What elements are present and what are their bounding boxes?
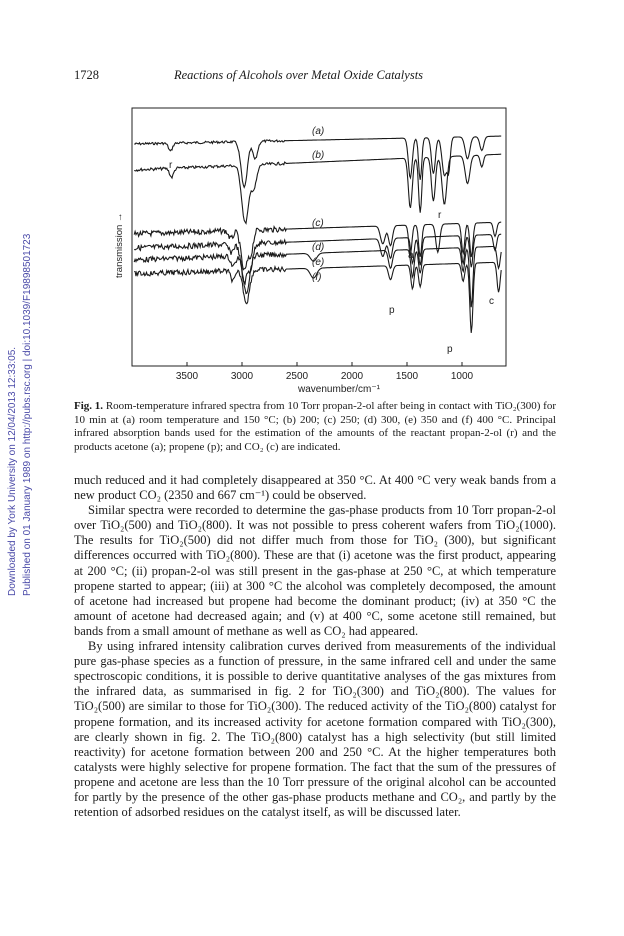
x-tick-label: 2500 [285,371,309,382]
series-label: (e) [312,257,325,268]
band-annotation: r [169,160,173,171]
band-annotation: a [408,250,414,261]
band-annotation: c [489,296,494,307]
ir-spectra-chart [98,98,534,396]
x-tick-label: 2000 [340,371,364,382]
spectrum-b [134,154,501,223]
band-annotation: p [447,344,453,355]
paragraph-3: By using infrared intensity calibration curves derived from measurements of the individual pure gas-phase species as a function of pressure, in the same infrared cell and under the same spectroscopic conditions, it is possible to derive quantitative analyses of the gas mixtures from the infrared data, as summarised in fig. 2 for TiO₂(300) and TiO₂(800). The values for TiO₂(500) are similar to those for TiO₂(300). The reduced activity of the TiO₂(800) catalyst for propene formation, and its increased activity for acetone formation compared with TiO₂(300), are clearly shown in fig. 2. The TiO₂(800) catalyst has a high selectivity (but still limited reactivity) for acetone formation between 200 and 250 °C. At the higher temperatures both catalysts were highly selective for propene formation. The fact that the sum of the pressures of propene and acetone are less than the 10 Torr pressure of the original alcohol can be accounted for partly by the presence of the other gas-phase products methane and CO₂, and partly by the retention of adsorbed residues on the catalyst itself, as will be discussed later. [74,639,556,820]
plot-frame [132,108,506,366]
sidebar-download-line[interactable]: Downloaded by York University on 12/04/2013 12:33:05. [7,346,18,596]
series-label: (f) [312,272,322,283]
x-tick-label: 3500 [175,371,199,382]
band-annotation: p [389,305,395,316]
paragraph-2: Similar spectra were recorded to determine the gas-phase products from 10 Torr propan-2-ol over TiO₂(500) and TiO₂(800). It was not possible to press coherent wafers from TiO₂(1000). The results for TiO₂(500) did not differ much from those for TiO₂ (300), but significant differences occurred with TiO₂(800). These are that (i) acetone was the first product, appearing at 200 °C; (ii) propan-2-ol was still present in the gas-phase at 250 °C, at which temperature propene started to appear; (iii) at 300 °C the alcohol was completely decomposed, the amount of acetone had increased but propene had become the dominant product; (iv) at 350 °C the amount of acetone had decreased again; and (v) at 400 °C, some acetone still remained, but bands from a small amount of methane as well as CO₂ had appeared. [74,503,556,638]
x-axis-label: wavenumber/cm⁻¹ [298,384,380,395]
page-header [74,68,554,86]
paragraph-1: much reduced and it had completely disappeared at 350 °C. At 400 °C very weak bands from a new product CO₂ (2350 and 667 cm⁻¹) could be observed. [74,473,556,503]
series-label: (c) [312,218,324,229]
series-label: (a) [312,126,325,137]
ir-spectra-figure [98,98,534,396]
x-tick-label: 1500 [395,371,419,382]
figure-caption [74,400,556,454]
series-label: (b) [312,150,325,161]
x-tick-label: 1000 [450,371,474,382]
y-axis-label: transmission → [114,212,125,278]
page-number: 1728 [74,68,99,82]
sidebar-doi-line[interactable]: Published on 01 January 1989 on http://pubs.rsc.org | doi:10.1039/F19898501723 [22,233,33,596]
caption-text: Room-temperature infrared spectra from 10 Torr propan-2-ol after being in contact with TiO₂(300) for 10 min at (a) room temperature and 150 °C; (b) 200; (c) 250; (d) 300, (e) 350 and (f) 400 °C. Principal infrared absorption bands used for the estimation of the amounts of the reactant propan-2-ol (r) and the products acetone (a); propene (p); and CO₂ (c) are indicated. [74,400,556,453]
band-annotation: r [438,210,442,221]
x-tick-label: 3000 [230,371,254,382]
caption-label: Fig. 1. [74,400,104,412]
download-sidebar [6,196,46,596]
running-title: Reactions of Alcohols over Metal Oxide Catalysts [174,68,424,82]
body-text [74,473,556,820]
series-label: (d) [312,242,325,253]
